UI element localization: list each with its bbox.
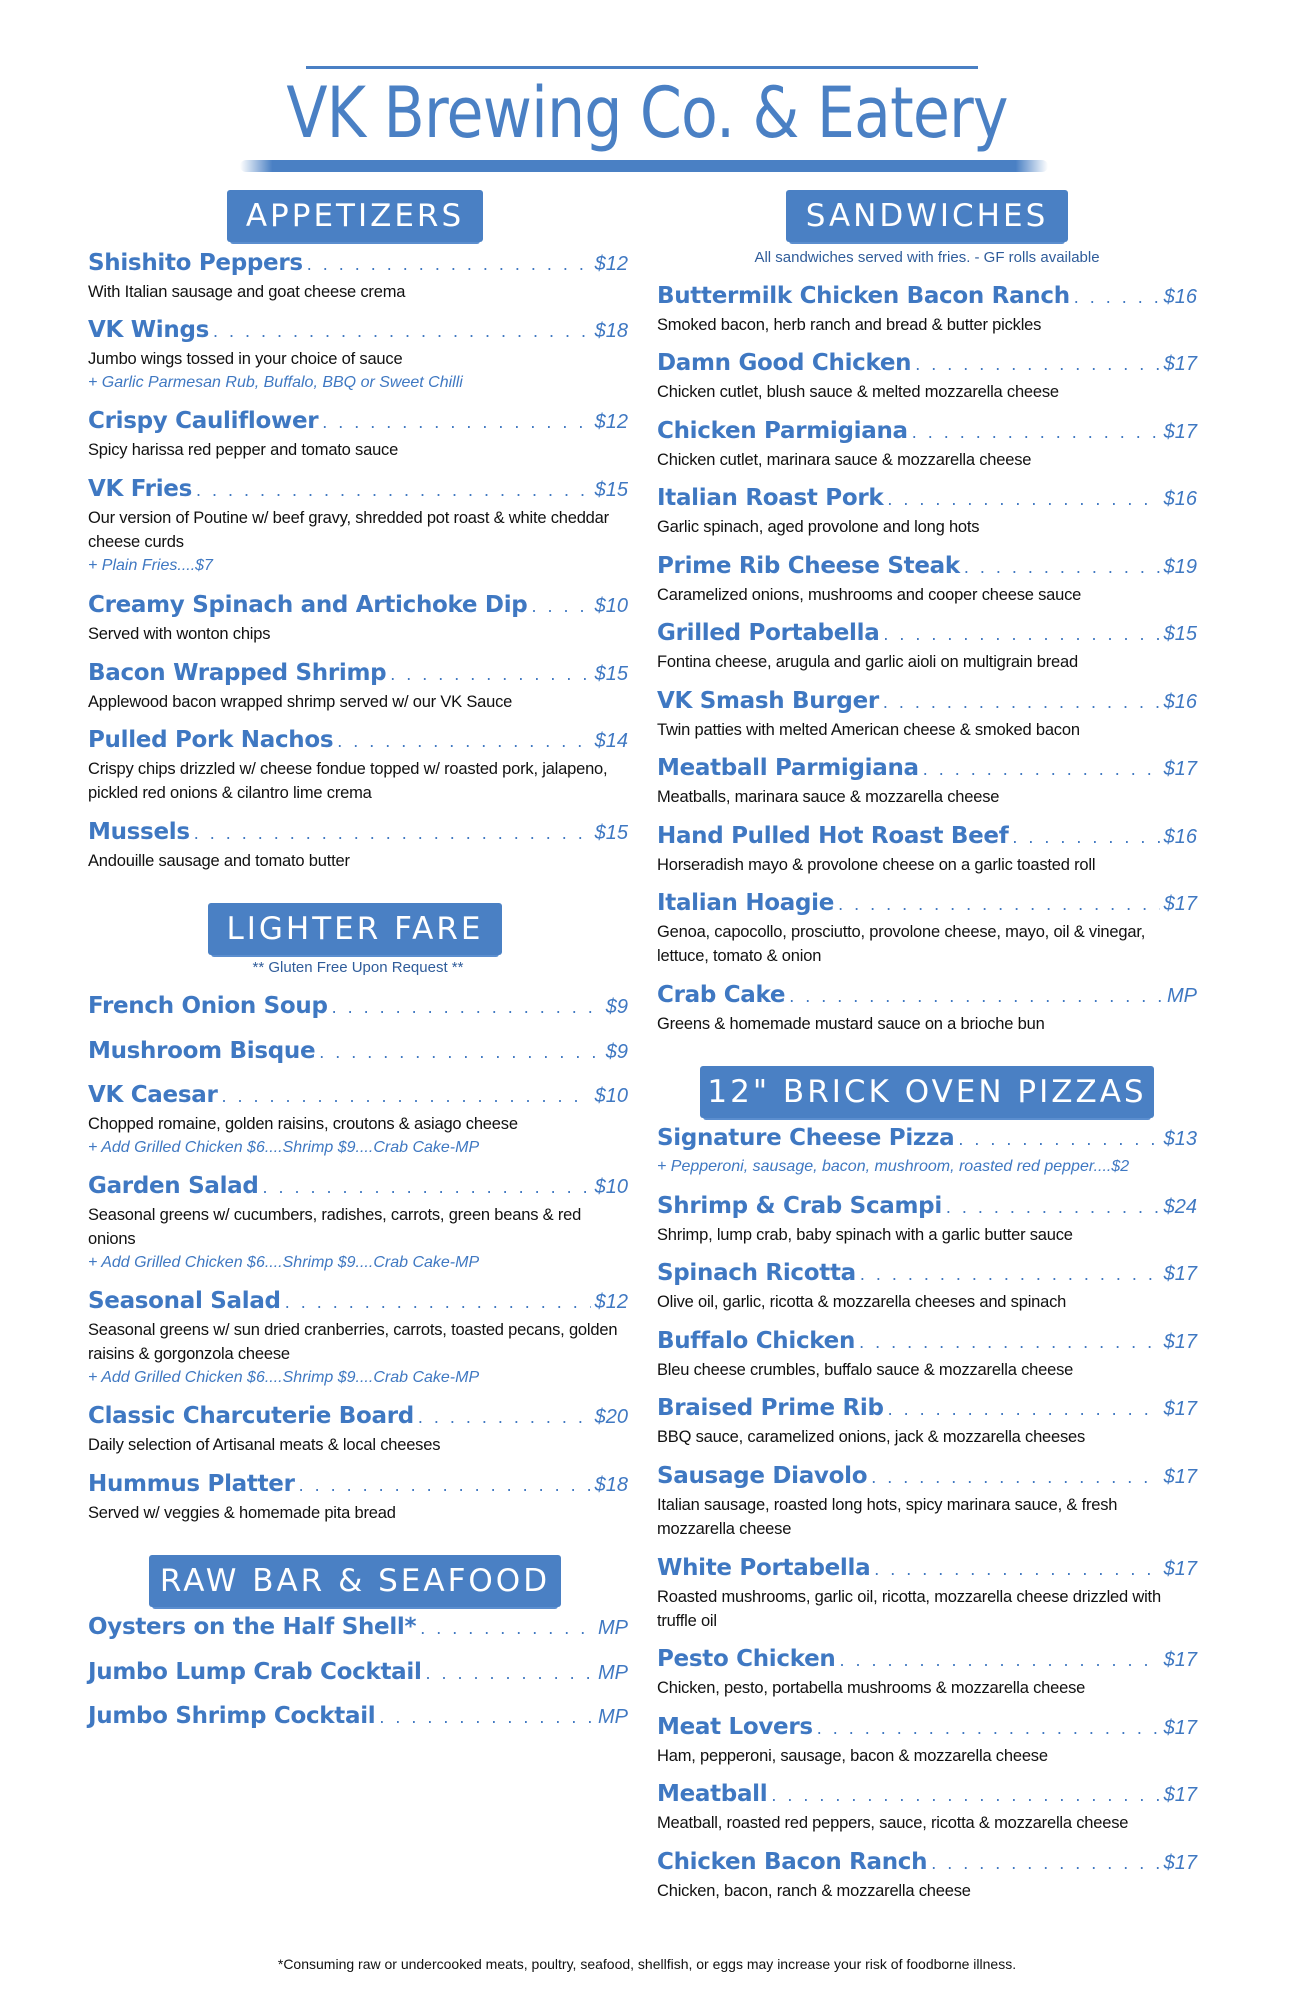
- leader-dots: [915, 354, 1159, 375]
- menu-item: [657, 1193, 1197, 1247]
- menu-item: [88, 1173, 628, 1275]
- leader-dots: [531, 596, 590, 617]
- menu-item: [657, 755, 1197, 809]
- item-price: $12: [594, 253, 628, 275]
- section-heading-sandwiches: SANDWICHES: [789, 190, 1065, 242]
- menu-item: [657, 982, 1197, 1036]
- item-description: Applewood bacon wrapped shrimp served w/ our VK Sauce: [88, 693, 513, 711]
- item-addon: + Add Grilled Chicken $6....Shrimp $9....Crab Cake-MP: [88, 1369, 480, 1386]
- leader-dots: [194, 823, 591, 844]
- menu-item: [657, 1714, 1197, 1768]
- menu-item: [657, 1260, 1197, 1314]
- item-price: $9: [605, 1041, 628, 1063]
- item-name: VK Wings: [88, 317, 210, 343]
- item-name: Grilled Portabella: [657, 620, 880, 646]
- leader-dots: [299, 1475, 591, 1496]
- leader-dots: [923, 759, 1160, 780]
- item-description: Fontina cheese, arugula and garlic aioli on multigrain bread: [657, 653, 1078, 671]
- leader-dots: [859, 1332, 1160, 1353]
- item-price: $15: [594, 663, 628, 685]
- item-name: Shishito Peppers: [88, 250, 303, 276]
- menu-item: [657, 688, 1197, 742]
- title-brush-stroke: [240, 160, 1048, 172]
- leader-dots: [931, 1853, 1159, 1874]
- item-description: Garlic spinach, aged provolone and long hots: [657, 518, 980, 536]
- item-description: Spicy harissa red pepper and tomato sauce: [88, 441, 399, 459]
- item-price: MP: [1167, 985, 1197, 1007]
- item-price: $19: [1163, 556, 1197, 578]
- item-description: Italian sausage, roasted long hots, spicy marinara sauce, & fresh mozzarella cheese: [657, 1496, 1118, 1538]
- menu-item: [657, 1463, 1197, 1541]
- item-name: Prime Rib Cheese Steak: [657, 553, 960, 579]
- item-addon: + Pepperoni, sausage, bacon, mushroom, roasted red pepper....$2: [657, 1158, 1130, 1175]
- item-name: Spinach Ricotta: [657, 1260, 856, 1286]
- leader-dots: [958, 1129, 1159, 1150]
- item-price: $16: [1163, 488, 1197, 510]
- leader-dots: [379, 1707, 594, 1728]
- item-name: Jumbo Lump Crab Cocktail: [88, 1659, 422, 1685]
- item-price: $17: [1163, 1263, 1197, 1285]
- item-description: Meatballs, marinara sauce & mozzarella cheese: [657, 788, 1000, 806]
- item-price: $15: [1163, 623, 1197, 645]
- menu-item: [88, 1082, 628, 1160]
- item-price: $10: [594, 595, 628, 617]
- item-price: MP: [598, 1617, 628, 1639]
- menu-item: [88, 993, 628, 1023]
- item-description: Seasonal greens w/ sun dried cranberries, carrots, toasted pecans, golden raisins & gorgonzola cheese: [88, 1321, 618, 1363]
- item-price: $17: [1163, 758, 1197, 780]
- menu-item: [88, 727, 628, 805]
- item-price: $18: [594, 1474, 628, 1496]
- section-heading-lighter-fare: LIGHTER FARE: [211, 903, 499, 955]
- item-name: Meatball Parmigiana: [657, 755, 919, 781]
- leader-dots: [946, 1197, 1160, 1218]
- leader-dots: [307, 254, 591, 275]
- item-name: Garden Salad: [88, 1173, 259, 1199]
- leader-dots: [817, 1718, 1160, 1739]
- item-description: Ham, pepperoni, sausage, bacon & mozzarella cheese: [657, 1747, 1048, 1765]
- item-name: Italian Hoagie: [657, 890, 835, 916]
- menu-item: [88, 476, 628, 578]
- item-addon: + Garlic Parmesan Rub, Buffalo, BBQ or Sweet Chilli: [88, 374, 463, 391]
- leader-dots: [426, 1663, 594, 1684]
- leader-dots: [789, 986, 1163, 1007]
- item-name: Buttermilk Chicken Bacon Ranch: [657, 283, 1070, 309]
- item-description: Twin patties with melted American cheese & smoked bacon: [657, 721, 1080, 739]
- menu-item: [88, 317, 628, 395]
- item-description: Meatball, roasted red peppers, sauce, ricotta & mozzarella cheese: [657, 1814, 1129, 1832]
- item-name: French Onion Soup: [88, 993, 328, 1019]
- item-price: $10: [594, 1085, 628, 1107]
- menu-item: [657, 890, 1197, 968]
- item-name: Seasonal Salad: [88, 1288, 281, 1314]
- leader-dots: [1074, 287, 1160, 308]
- item-name: Oysters on the Half Shell*: [88, 1614, 417, 1640]
- item-name: Braised Prime Rib: [657, 1395, 884, 1421]
- item-price: $18: [594, 320, 628, 342]
- item-name: VK Caesar: [88, 1082, 218, 1108]
- menu-item: [657, 350, 1197, 404]
- menu-item: [88, 1614, 628, 1644]
- item-price: $17: [1163, 353, 1197, 375]
- menu-item: [88, 1403, 628, 1457]
- page-title: VK Brewing Co. & Eatery: [286, 72, 1008, 154]
- item-description: Chopped romaine, golden raisins, croutons & asiago cheese: [88, 1115, 518, 1133]
- item-price: $12: [594, 411, 628, 433]
- leader-dots: [874, 1559, 1159, 1580]
- item-price: $17: [1163, 1717, 1197, 1739]
- item-price: $14: [594, 730, 628, 752]
- item-price: $17: [1163, 1649, 1197, 1671]
- item-description: Olive oil, garlic, ricotta & mozzarella cheeses and spinach: [657, 1293, 1067, 1311]
- leader-dots: [912, 422, 1160, 443]
- leader-dots: [888, 1399, 1160, 1420]
- leader-dots: [883, 692, 1160, 713]
- item-description: Daily selection of Artisanal meats & local cheeses: [88, 1436, 441, 1454]
- menu-item: [88, 250, 628, 304]
- item-description: Chicken, bacon, ranch & mozzarella cheese: [657, 1882, 971, 1900]
- item-description: Shrimp, lump crab, baby spinach with a garlic butter sauce: [657, 1226, 1073, 1244]
- menu-item: [88, 1471, 628, 1525]
- leader-dots: [319, 1042, 601, 1063]
- item-name: Crab Cake: [657, 982, 786, 1008]
- menu-item: [657, 823, 1197, 877]
- item-addon: + Add Grilled Chicken $6....Shrimp $9....Crab Cake-MP: [88, 1139, 480, 1156]
- item-price: $10: [594, 1176, 628, 1198]
- item-description: Roasted mushrooms, garlic oil, ricotta, mozzarella cheese drizzled with truffle oil: [657, 1588, 1161, 1630]
- item-description: Horseradish mayo & provolone cheese on a garlic toasted roll: [657, 856, 1096, 874]
- menu-item: [88, 1038, 628, 1068]
- item-name: White Portabella: [657, 1555, 871, 1581]
- item-price: $17: [1163, 421, 1197, 443]
- menu-item: [88, 1288, 628, 1390]
- item-description: Our version of Poutine w/ beef gravy, shredded pot roast & white cheddar cheese curds: [88, 509, 609, 551]
- item-name: Signature Cheese Pizza: [657, 1125, 955, 1151]
- leader-dots: [285, 1292, 591, 1313]
- item-name: Italian Roast Pork: [657, 485, 884, 511]
- item-description: Jumbo wings tossed in your choice of sauce: [88, 350, 403, 368]
- title-rule: [306, 66, 978, 69]
- item-name: Hand Pulled Hot Roast Beef: [657, 823, 1009, 849]
- section-heading-appetizers: APPETIZERS: [230, 190, 480, 242]
- leader-dots: [1012, 827, 1159, 848]
- item-price: $17: [1163, 1398, 1197, 1420]
- leader-dots: [860, 1264, 1160, 1285]
- item-name: Mushroom Bisque: [88, 1038, 316, 1064]
- item-description: With Italian sausage and goat cheese crema: [88, 283, 406, 301]
- item-description: Chicken, pesto, portabella mushrooms & mozzarella cheese: [657, 1679, 1086, 1697]
- item-description: Andouille sausage and tomato butter: [88, 852, 350, 870]
- leader-dots: [871, 1467, 1159, 1488]
- leader-dots: [221, 1086, 590, 1107]
- menu-item: [88, 1703, 628, 1733]
- menu-item: [88, 408, 628, 462]
- foodborne-illness-disclaimer: *Consuming raw or undercooked meats, poultry, seafood, shellfish, or eggs may increase your risk of foodborne illness.: [277, 1956, 1017, 1972]
- item-description: Chicken cutlet, blush sauce & melted mozzarella cheese: [657, 383, 1059, 401]
- item-name: Pulled Pork Nachos: [88, 727, 334, 753]
- menu-item: [88, 592, 628, 646]
- leader-dots: [418, 1407, 591, 1428]
- item-addon: + Plain Fries....$7: [88, 557, 213, 574]
- item-name: Chicken Parmigiana: [657, 418, 908, 444]
- item-price: $17: [1163, 1852, 1197, 1874]
- leader-dots: [322, 412, 590, 433]
- section-note: All sandwiches served with fries. - GF rolls available: [754, 249, 1100, 266]
- menu-header: [0, 0, 1294, 180]
- item-description: Served w/ veggies & homemade pita bread: [88, 1504, 396, 1522]
- item-name: VK Smash Burger: [657, 688, 879, 714]
- item-price: MP: [598, 1706, 628, 1728]
- leader-dots: [213, 321, 591, 342]
- item-description: Caramelized onions, mushrooms and cooper cheese sauce: [657, 586, 1082, 604]
- item-price: $17: [1163, 1466, 1197, 1488]
- item-price: MP: [598, 1662, 628, 1684]
- item-name: Sausage Diavolo: [657, 1463, 868, 1489]
- item-description: Greens & homemade mustard sauce on a brioche bun: [657, 1015, 1045, 1033]
- item-name: Pesto Chicken: [657, 1646, 836, 1672]
- item-name: Classic Charcuterie Board: [88, 1403, 414, 1429]
- menu-item: [657, 1555, 1197, 1633]
- menu-item: [657, 418, 1197, 472]
- item-price: $24: [1163, 1196, 1197, 1218]
- item-price: $13: [1163, 1128, 1197, 1150]
- item-name: Meat Lovers: [657, 1714, 813, 1740]
- item-price: $15: [594, 822, 628, 844]
- item-price: $17: [1163, 1784, 1197, 1806]
- item-price: $20: [594, 1406, 628, 1428]
- leader-dots: [196, 480, 591, 501]
- item-addon: + Add Grilled Chicken $6....Shrimp $9....Crab Cake-MP: [88, 1254, 480, 1271]
- item-name: Chicken Bacon Ranch: [657, 1849, 928, 1875]
- item-name: Shrimp & Crab Scampi: [657, 1193, 942, 1219]
- item-description: BBQ sauce, caramelized onions, jack & mozzarella cheeses: [657, 1428, 1086, 1446]
- item-price: $12: [594, 1291, 628, 1313]
- menu-item: [657, 620, 1197, 674]
- section-heading-pizzas: 12" BRICK OVEN PIZZAS: [703, 1066, 1151, 1118]
- item-price: $17: [1163, 1558, 1197, 1580]
- item-price: $16: [1163, 286, 1197, 308]
- item-name: VK Fries: [88, 476, 192, 502]
- item-price: $17: [1163, 1331, 1197, 1353]
- item-name: Bacon Wrapped Shrimp: [88, 660, 387, 686]
- section-heading-raw-bar: RAW BAR & SEAFOOD: [152, 1555, 558, 1607]
- menu-item: [657, 485, 1197, 539]
- item-price: $15: [594, 479, 628, 501]
- item-price: $17: [1163, 893, 1197, 915]
- item-description: Smoked bacon, herb ranch and bread & butter pickles: [657, 316, 1042, 334]
- leader-dots: [337, 731, 590, 752]
- leader-dots: [263, 1177, 591, 1198]
- menu-item: [657, 1125, 1197, 1179]
- leader-dots: [332, 997, 602, 1018]
- item-name: Buffalo Chicken: [657, 1328, 856, 1354]
- item-price: $16: [1163, 826, 1197, 848]
- menu-item: [88, 819, 628, 873]
- menu-item: [88, 1659, 628, 1689]
- leader-dots: [964, 557, 1160, 578]
- item-description: Chicken cutlet, marinara sauce & mozzarella cheese: [657, 451, 1032, 469]
- item-description: Seasonal greens w/ cucumbers, radishes, carrots, green beans & red onions: [88, 1206, 582, 1248]
- leader-dots: [420, 1618, 594, 1639]
- item-price: $16: [1163, 691, 1197, 713]
- menu-item: [657, 553, 1197, 607]
- item-name: Damn Good Chicken: [657, 350, 912, 376]
- item-price: $9: [605, 996, 628, 1018]
- item-name: Hummus Platter: [88, 1471, 295, 1497]
- leader-dots: [887, 489, 1159, 510]
- item-name: Jumbo Shrimp Cocktail: [88, 1703, 376, 1729]
- menu-item: [657, 1328, 1197, 1382]
- item-description: Crispy chips drizzled w/ cheese fondue topped w/ roasted pork, jalapeno, pickled red onions & cilantro lime crema: [88, 760, 608, 802]
- item-name: Crispy Cauliflower: [88, 408, 319, 434]
- leader-dots: [838, 894, 1160, 915]
- item-name: Meatball: [657, 1781, 768, 1807]
- menu-item: [657, 283, 1197, 337]
- menu-item: [657, 1781, 1197, 1835]
- item-description: Genoa, capocollo, prosciutto, provolone cheese, mayo, oil & vinegar, lettuce, tomato & onion: [657, 923, 1146, 965]
- leader-dots: [883, 624, 1159, 645]
- menu-item: [88, 660, 628, 714]
- item-name: Mussels: [88, 819, 190, 845]
- section-note: ** Gluten Free Upon Request **: [252, 959, 464, 976]
- menu-item: [657, 1395, 1197, 1449]
- leader-dots: [771, 1785, 1159, 1806]
- item-name: Creamy Spinach and Artichoke Dip: [88, 592, 528, 618]
- menu-item: [657, 1646, 1197, 1700]
- menu-item: [657, 1849, 1197, 1903]
- item-description: Bleu cheese crumbles, buffalo sauce & mozzarella cheese: [657, 1361, 1074, 1379]
- leader-dots: [390, 664, 590, 685]
- leader-dots: [839, 1650, 1159, 1671]
- item-description: Served with wonton chips: [88, 625, 271, 643]
